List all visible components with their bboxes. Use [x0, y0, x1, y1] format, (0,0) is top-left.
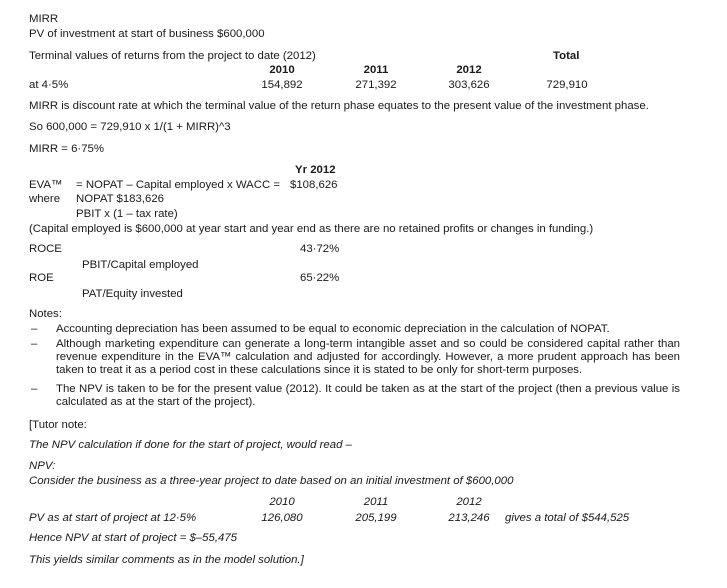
- eva-value: $108,626: [290, 179, 338, 191]
- year-header-2010: 2010: [269, 64, 295, 76]
- tutor-closing: This yields similar comments as in the model solution.]: [29, 554, 304, 566]
- tutor-pv-2012: 213,246: [448, 512, 490, 524]
- capital-employed-note: (Capital employed is $600,000 at year start and year end as there are no retained profits or changes in funding.): [29, 223, 594, 235]
- roe-label: ROE: [29, 272, 54, 284]
- note-item-marketing: Although marketing expenditure can generate a long-term intangible asset and so could be considered capital rather than revenue expenditure in the EVA™ calculation and adjusted for accordingly. However, a more prudent approach has been taken to treat it as a period cost in these calculations since it is stated to be only for short-term purposes.: [56, 338, 680, 376]
- tutor-year-2011: 2011: [363, 496, 389, 508]
- notes-heading: Notes:: [29, 308, 62, 320]
- roce-value: 43·72%: [300, 243, 340, 255]
- tutor-consider-line: Consider the business as a three-year project to date based on an initial investment of $600,000: [29, 475, 514, 487]
- tutor-npv-intro: The NPV calculation if done for the start of project, would read –: [29, 439, 352, 451]
- pbit-formula: PBIT x (1 – tax rate): [76, 208, 178, 220]
- eva-year-header: Yr 2012: [295, 164, 336, 176]
- note-item-depreciation: Accounting depreciation has been assumed to be equal to economic depreciation in the calculation of NOPAT.: [56, 323, 610, 335]
- tutor-year-2010: 2010: [269, 496, 295, 508]
- tutor-npv-label: NPV:: [29, 460, 56, 472]
- tutor-hence-npv: Hence NPV at start of project = $–55,475: [29, 532, 238, 544]
- note-dash: –: [31, 383, 38, 395]
- roe-formula: PAT/Equity invested: [82, 288, 183, 300]
- year-header-2011: 2011: [363, 64, 389, 76]
- terminal-value-2012: 303,626: [448, 79, 490, 91]
- where-label: where: [29, 193, 61, 205]
- tutor-pv-total: gives a total of $544,525: [505, 512, 630, 524]
- terminal-value-total: 729,910: [546, 79, 588, 91]
- terminal-value-2010: 154,892: [261, 79, 303, 91]
- terminal-values-label: Terminal values of returns from the project to date (2012): [29, 50, 316, 62]
- tutor-pv-2011: 205,199: [355, 512, 397, 524]
- note-dash: –: [31, 338, 38, 350]
- nopat-value: NOPAT $183,626: [76, 193, 165, 205]
- tutor-pv-label: PV as at start of project at 12·5%: [29, 512, 197, 524]
- roce-label: ROCE: [29, 243, 62, 255]
- terminal-row-label: at 4·5%: [29, 79, 69, 91]
- mirr-result: MIRR = 6·75%: [29, 143, 105, 155]
- tutor-year-2012: 2012: [456, 496, 482, 508]
- mirr-equation: So 600,000 = 729,910 x 1/(1 + MIRR)^3: [29, 121, 231, 133]
- mirr-definition: MIRR is discount rate at which the terminal value of the return phase equates to the present value of the investment phase.: [29, 100, 649, 112]
- tutor-pv-2010: 126,080: [261, 512, 303, 524]
- year-header-2012: 2012: [456, 64, 482, 76]
- roe-value: 65·22%: [300, 272, 340, 284]
- pv-investment-line: PV of investment at start of business $600,000: [29, 28, 265, 40]
- tutor-note-heading: [Tutor note:: [29, 419, 87, 431]
- roce-formula: PBIT/Capital employed: [82, 259, 199, 271]
- eva-label: EVA™: [29, 179, 63, 191]
- note-dash: –: [31, 323, 38, 335]
- note-item-npv: The NPV is taken to be for the present value (2012). It could be taken as at the start of the project (then a previous value is calculated as at the start of the project).: [56, 383, 680, 408]
- terminal-value-2011: 271,392: [355, 79, 397, 91]
- eva-formula: = NOPAT – Capital employed x WACC =: [76, 179, 281, 191]
- total-header: Total: [553, 50, 580, 62]
- mirr-heading: MIRR: [29, 13, 59, 25]
